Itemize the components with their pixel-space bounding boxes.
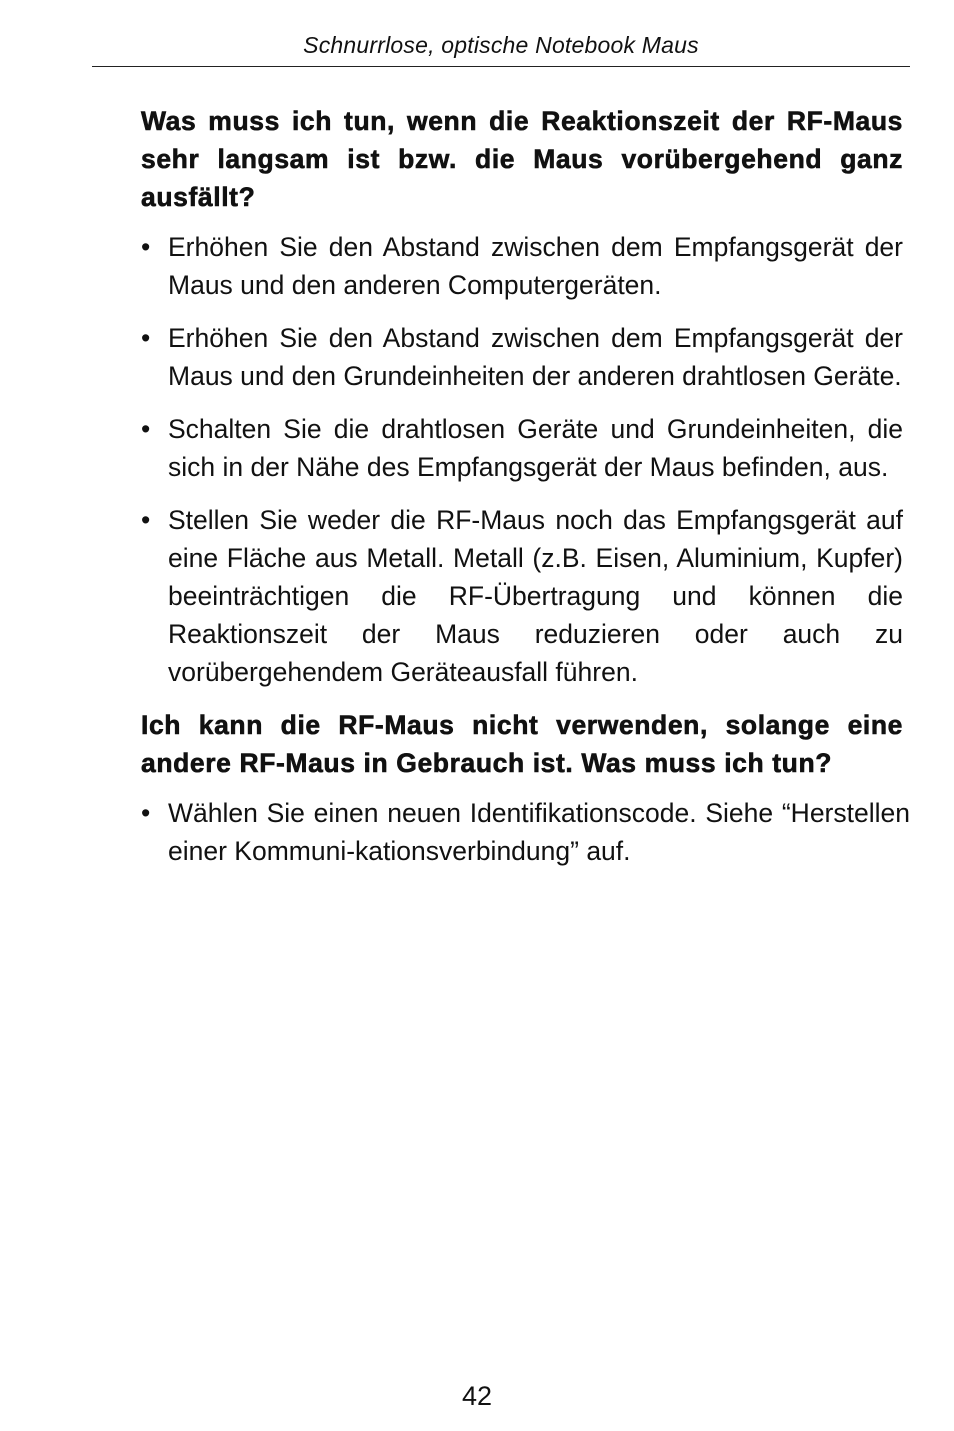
question-heading-2: Ich kann die RF-Maus nicht verwenden, solange eine andere RF-Maus in Gebrauch ist. Was muss ich tun? xyxy=(141,710,903,778)
answer-list-1 xyxy=(141,228,903,691)
question-heading-1: Was muss ich tun, wenn die Reaktionszeit der RF-Maus sehr langsam ist bzw. die Maus vorübergehend ganz ausfällt? xyxy=(141,106,903,212)
header-divider xyxy=(92,66,910,67)
page-body xyxy=(141,102,910,885)
answer-list-2 xyxy=(141,794,910,870)
bullet-marker: • xyxy=(141,414,151,444)
list-item-text: Stellen Sie weder die RF-Maus noch das Empfangsgerät auf eine Fläche aus Metall. Metall (z.B. Eisen, Aluminium, Kupfer) beeinträchtigen die RF-Übertragung und können die Reaktionszeit der Maus reduzieren oder auch zu vorübergehendem Geräteausfall führen. xyxy=(168,505,903,687)
list-item-text: Schalten Sie die drahtlosen Geräte und Grundeinheiten, die sich in der Nähe des Empfangsgerät der Maus befinden, aus. xyxy=(168,414,903,482)
list-item xyxy=(141,319,903,395)
bullet-marker: • xyxy=(141,232,151,262)
running-header: Schnurrlose, optische Notebook Maus xyxy=(303,32,699,58)
bullet-marker: • xyxy=(141,798,151,828)
bullet-marker: • xyxy=(141,323,151,353)
list-item-text: Erhöhen Sie den Abstand zwischen dem Empfangsgerät der Maus und den anderen Computergeräten. xyxy=(168,232,903,300)
list-item-text: Wählen Sie einen neuen Identifikationscode. Siehe “Herstellen einer Kommuni-kationsverbindung” auf. xyxy=(168,798,910,866)
list-item-text: Erhöhen Sie den Abstand zwischen dem Empfangsgerät der Maus und den Grundeinheiten der anderen drahtlosen Geräte. xyxy=(168,323,903,391)
page-number: 42 xyxy=(461,1381,493,1411)
list-item xyxy=(141,794,910,870)
list-item xyxy=(141,410,903,486)
bullet-marker: • xyxy=(141,505,151,535)
list-item xyxy=(141,228,903,304)
list-item xyxy=(141,501,903,691)
